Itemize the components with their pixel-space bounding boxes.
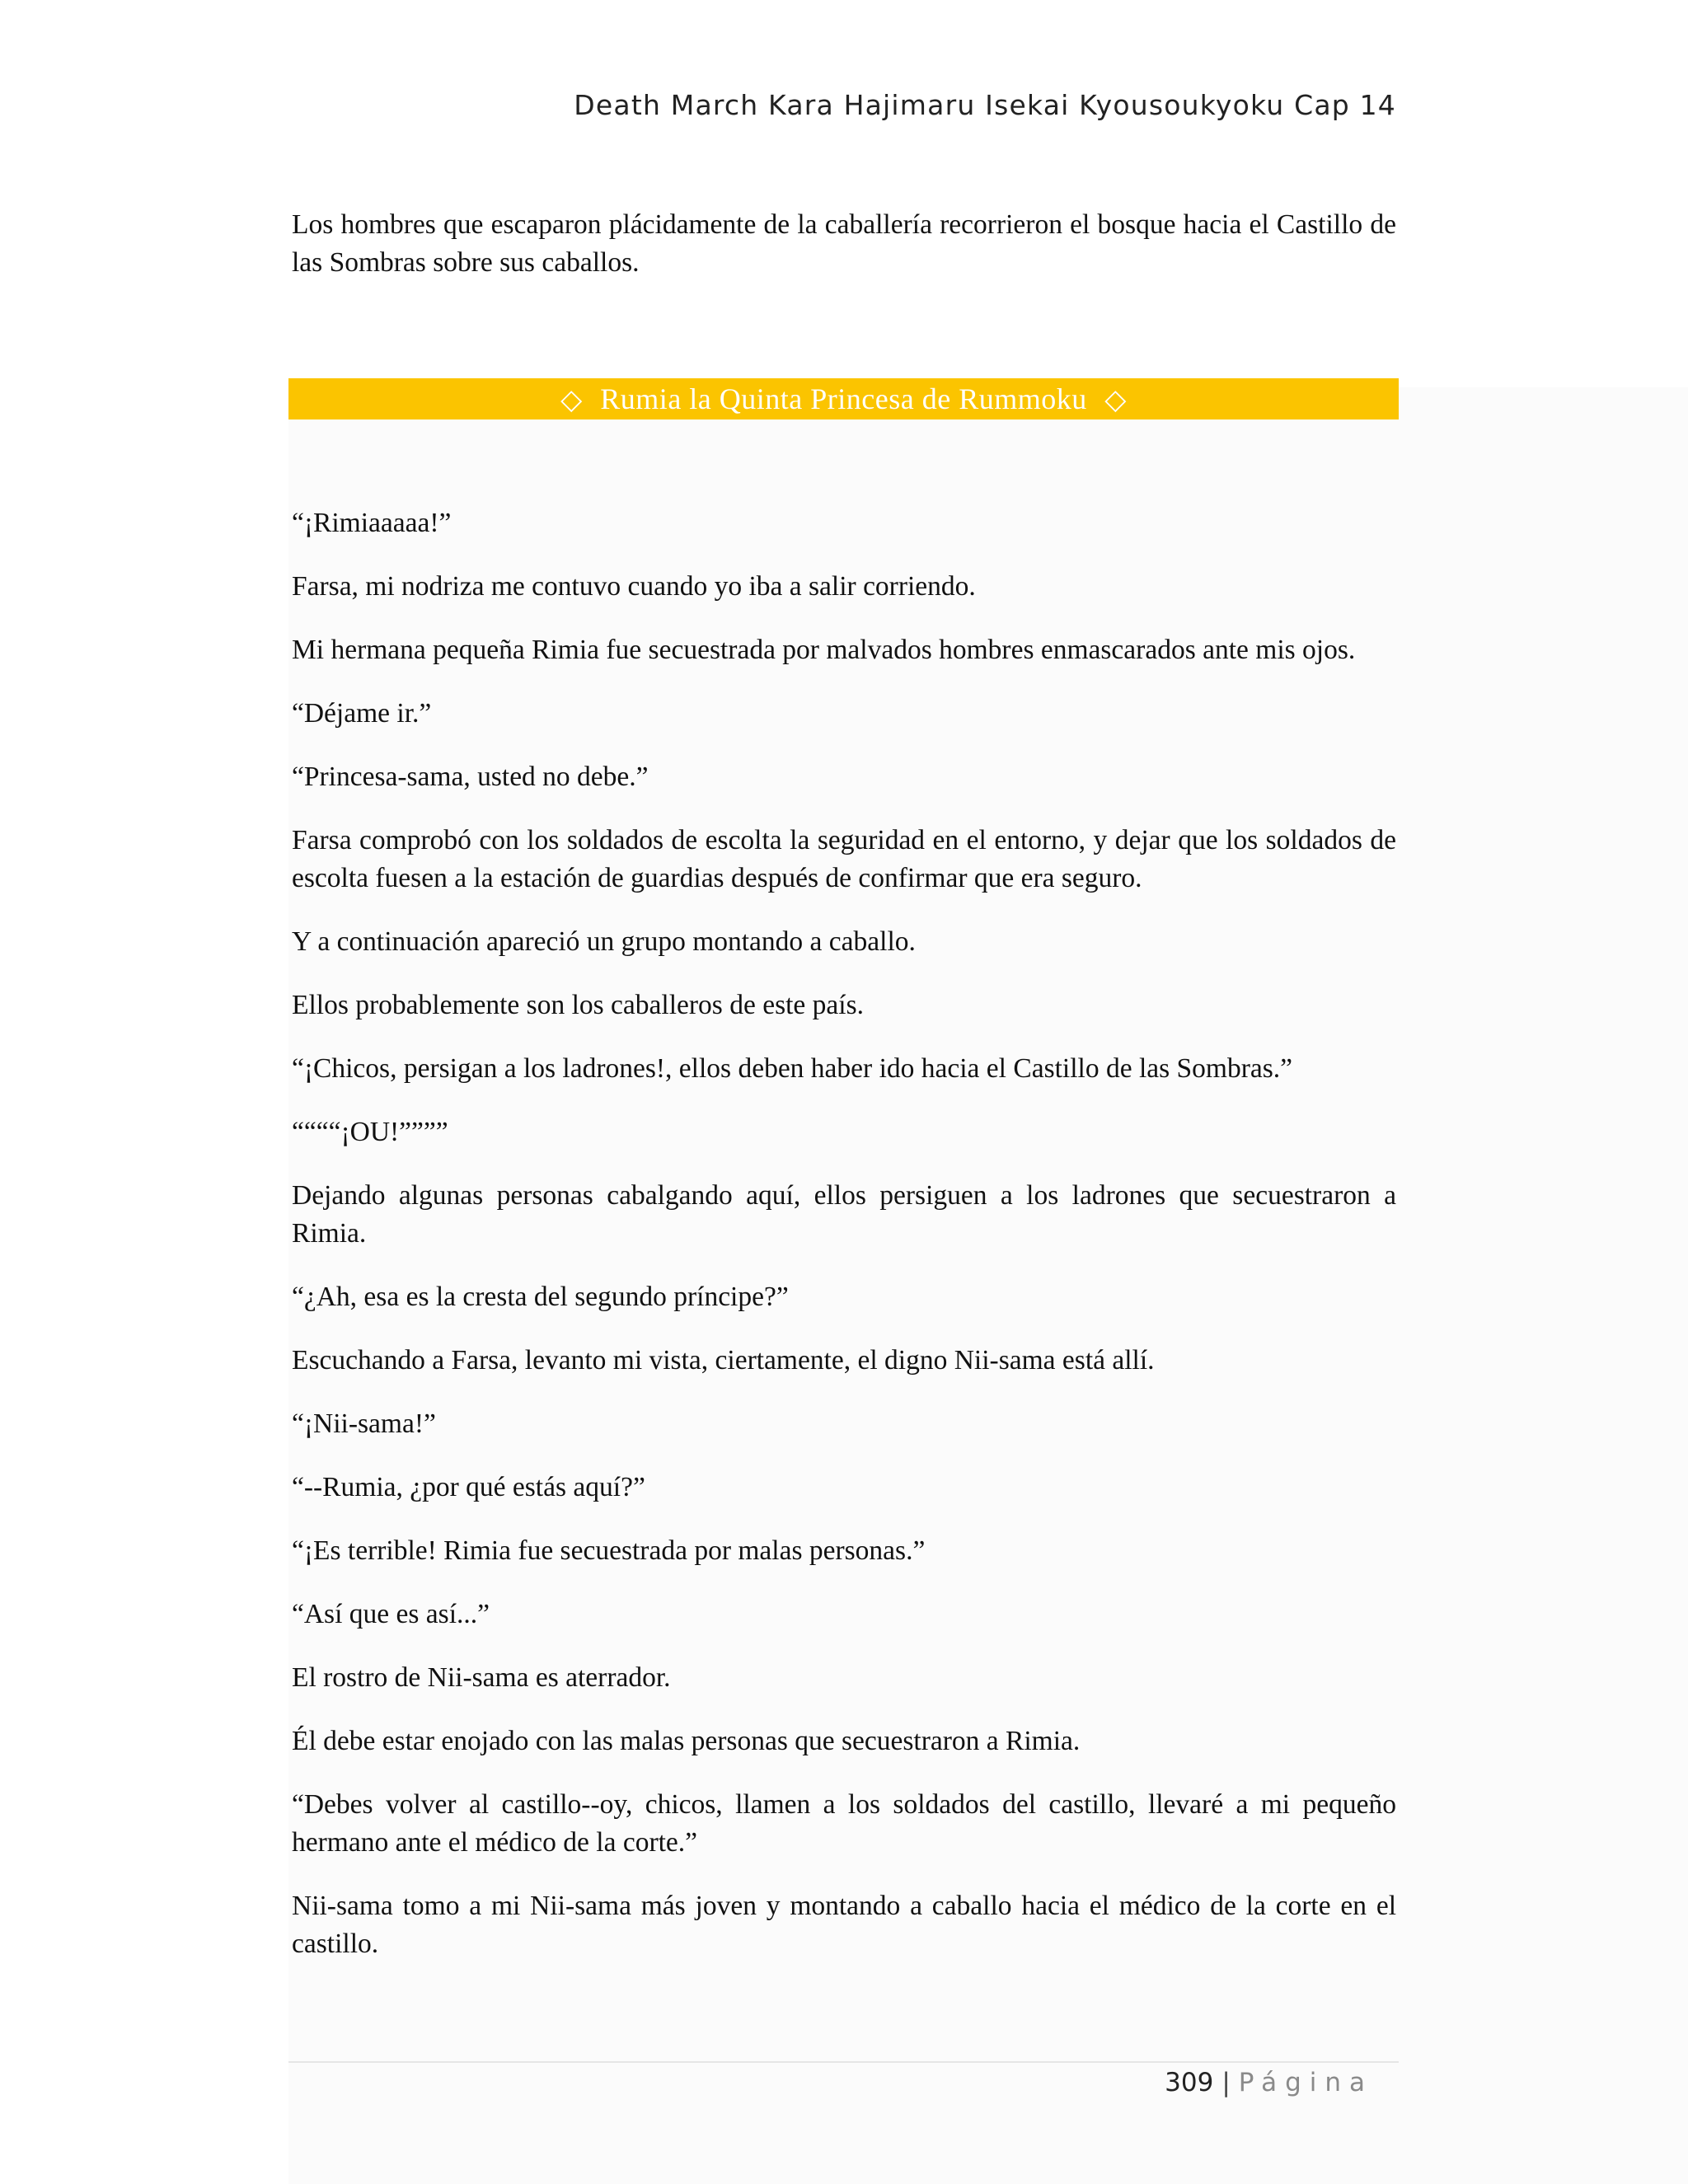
paragraph: “¡Rimiaaaaa!” — [292, 508, 452, 538]
intro-paragraph: Los hombres que escaparon plácidamente de la caballería recorrieron el bosque hacia el Castillo de las Sombras sobre sus caballos. — [292, 209, 1396, 278]
paragraph: “Princesa-sama, usted no debe.” — [292, 762, 649, 792]
paragraph: “¡Chicos, persigan a los ladrones!, ellos deben haber ido hacia el Castillo de las Sombras.” — [292, 1053, 1293, 1084]
paragraph: “¡Es terrible! Rimia fue secuestrada por malas personas.” — [292, 1535, 926, 1566]
paragraph: Él debe estar enojado con las malas personas que secuestraron a Rimia. — [292, 1726, 1081, 1756]
footer-divider — [288, 2061, 1399, 2063]
paragraph: Farsa, mi nodriza me contuvo cuando yo iba a salir corriendo. — [292, 571, 976, 602]
paragraph: “Así que es así...” — [292, 1599, 490, 1629]
diamond-left-icon: ◇ — [560, 383, 583, 416]
paragraph: ““““¡OU!”””” — [292, 1117, 448, 1147]
paragraph: Dejando algunas personas cabalgando aquí, ellos persiguen a los ladrones que secuestraron a Rimia. — [292, 1180, 1396, 1249]
page-footer — [1165, 2068, 1373, 2097]
diamond-right-icon: ◇ — [1104, 383, 1127, 416]
paragraph: El rostro de Nii-sama es aterrador. — [292, 1662, 671, 1693]
paragraph: Ellos probablemente son los caballeros de este país. — [292, 990, 864, 1020]
paragraph: Farsa comprobó con los soldados de escolta la seguridad en el entorno, y dejar que los soldados de escolta fuesen a la estación de guardias después de confirmar que era seguro. — [292, 825, 1396, 893]
paragraph: Y a continuación apareció un grupo montando a caballo. — [292, 926, 916, 957]
paragraph: Mi hermana pequeña Rimia fue secuestrada por malvados hombres enmascarados ante mis ojos. — [292, 635, 1356, 665]
page-header-title: Death March Kara Hajimaru Isekai Kyousoukyoku Cap 14 — [574, 89, 1396, 121]
page-number: 309 — [1165, 2068, 1214, 2097]
paragraph: “Debes volver al castillo--oy, chicos, llamen a los soldados del castillo, llevaré a mi pequeño hermano ante el médico de la corte.” — [292, 1789, 1396, 1858]
section-title: Rumia la Quinta Princesa de Rummoku — [600, 382, 1087, 415]
paragraph: Escuchando a Farsa, levanto mi vista, ciertamente, el digno Nii-sama está allí. — [292, 1345, 1155, 1376]
chapter-content — [292, 504, 1396, 1989]
paragraph: “Déjame ir.” — [292, 698, 432, 729]
section-banner — [288, 378, 1399, 419]
paragraph: “¡Nii-sama!” — [292, 1408, 436, 1439]
paragraph: “¿Ah, esa es la cresta del segundo príncipe?” — [292, 1282, 789, 1312]
page-word: Página — [1238, 2068, 1373, 2097]
paragraph: “--Rumia, ¿por qué estás aquí?” — [292, 1472, 645, 1502]
paragraph: Nii-sama tomo a mi Nii-sama más joven y montando a caballo hacia el médico de la corte en el castillo. — [292, 1891, 1396, 1959]
intro-block — [292, 206, 1396, 282]
footer-separator: | — [1221, 2068, 1231, 2097]
